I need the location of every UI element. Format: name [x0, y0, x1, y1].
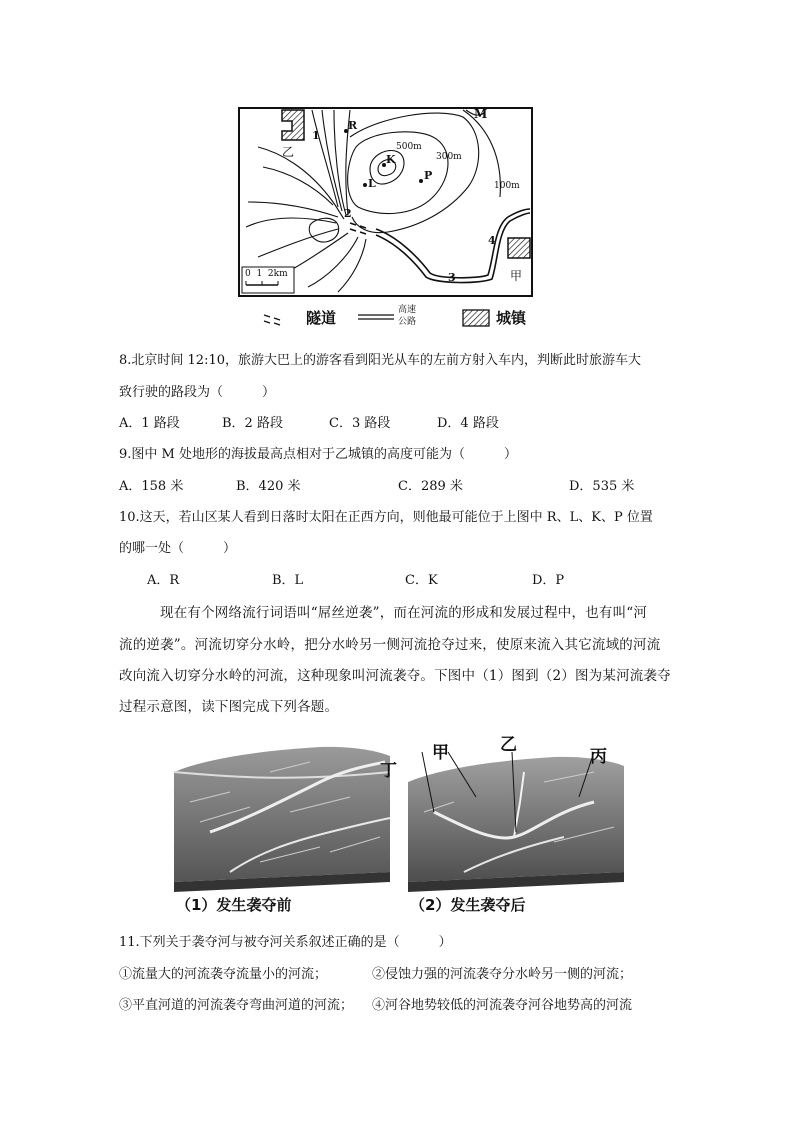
map-label-yi-town: 乙 — [282, 145, 295, 159]
passage-line2: 流的逆袭”。河流切穿分水岭，把分水岭另一侧河流抢夺过来，使原来流入其它流域的河流 — [119, 637, 661, 653]
q10-option-a[interactable]: A．R — [147, 573, 180, 588]
map-label-r: R — [348, 119, 358, 132]
block-diagram-before — [170, 742, 394, 922]
q11-stem: 11.下列关于袭夺河与被夺河关系叙述正确的是（ ） — [119, 935, 452, 950]
q9-option-d[interactable]: D．535 米 — [569, 479, 635, 494]
map-label-p: P — [424, 169, 433, 182]
q8-stem-line2: 致行驶的路段为（ ） — [119, 385, 276, 400]
map-label-seg1: 1 — [312, 129, 320, 142]
q8-stem-line1: 8.北京时间 12:10，旅游大巴上的游客看到阳光从车的左前方射入车内，判断此时旅游车大 — [119, 353, 642, 368]
tunnel-legend-icon — [262, 311, 292, 327]
contour-map — [238, 107, 533, 297]
map-label-300m: 300m — [436, 152, 462, 162]
q9-stem: 9.图中 M 处地形的海拔最高点相对于乙城镇的高度可能为（ ） — [119, 447, 517, 462]
legend-highway-label-2: 公路 — [398, 317, 417, 327]
q10-option-b[interactable]: B．L — [272, 573, 304, 588]
map-legend — [262, 305, 532, 331]
map-label-500m: 500m — [396, 142, 422, 152]
figure-label-ding: 丁 — [380, 761, 397, 781]
q11-statement-1: ①流量大的河流袭夺流量小的河流； — [119, 967, 328, 982]
q10-stem-line2: 的哪一处（ ） — [119, 541, 237, 556]
q8-option-d[interactable]: D．4 路段 — [437, 416, 499, 431]
q11-statement-4: ④河谷地势较低的河流袭夺河谷地势高的河流 — [372, 998, 633, 1013]
map-label-100m: 100m — [494, 181, 520, 191]
figure-caption-after: （2）发生袭夺后 — [410, 896, 526, 914]
q8-option-a[interactable]: A．1 路段 — [119, 416, 180, 431]
map-label-seg4: 4 — [488, 234, 496, 247]
passage-line1: 现在有个网络流行词语叫“屌丝逆袭”，而在河流的形成和发展过程中，也有叫“河 — [160, 605, 648, 621]
map-label-seg2: 2 — [344, 207, 352, 220]
q10-option-c[interactable]: C．K — [405, 573, 438, 588]
q10-option-d[interactable]: D．P — [532, 573, 565, 588]
map-label-seg3: 3 — [448, 271, 456, 284]
figure-caption-before: （1）发生袭夺前 — [176, 896, 292, 914]
terrain-before-drawing — [170, 742, 394, 892]
block-diagram-after — [380, 735, 628, 922]
q8-option-c[interactable]: C．3 路段 — [329, 416, 391, 431]
passage-line4: 过程示意图，读下图完成下列各题。 — [119, 699, 339, 715]
legend-tunnel-label: 隧道 — [306, 309, 337, 327]
q10-stem-line1: 10.这天，若山区某人看到日落时太阳在正西方向，则他最可能位于上图中 R、L、K、P 位置 — [119, 510, 653, 525]
figure-label-bing: 丙 — [590, 747, 607, 767]
map-label-m: M — [474, 107, 488, 121]
q11-statement-2: ②侵蚀力强的河流袭夺分水岭另一侧的河流； — [372, 967, 633, 982]
passage-line3: 改向流入切穿分水岭的河流，这种现象叫河流袭夺。下图中（1）图到（2）图为某河流袭夺 — [119, 668, 671, 684]
town-legend-icon — [462, 309, 490, 327]
legend-highway-label-1: 高速 — [398, 305, 417, 315]
q9-option-c[interactable]: C．289 米 — [398, 479, 463, 494]
q8-option-b[interactable]: B．2 路段 — [222, 416, 283, 431]
q9-option-b[interactable]: B．420 米 — [236, 479, 301, 494]
map-label-k: K — [386, 153, 396, 166]
q9-option-a[interactable]: A．158 米 — [119, 479, 184, 494]
figure-label-jia: 甲 — [432, 743, 449, 763]
map-label-l: L — [368, 177, 376, 190]
legend-town-label: 城镇 — [496, 309, 527, 327]
map-scale-label: 0 1 2km — [245, 269, 288, 279]
map-label-jia-town: 甲 — [510, 269, 523, 283]
highway-legend-icon — [358, 313, 394, 321]
q11-statement-3: ③平直河道的河流袭夺弯曲河道的河流； — [119, 998, 354, 1013]
figure-label-yi: 乙 — [500, 735, 517, 755]
